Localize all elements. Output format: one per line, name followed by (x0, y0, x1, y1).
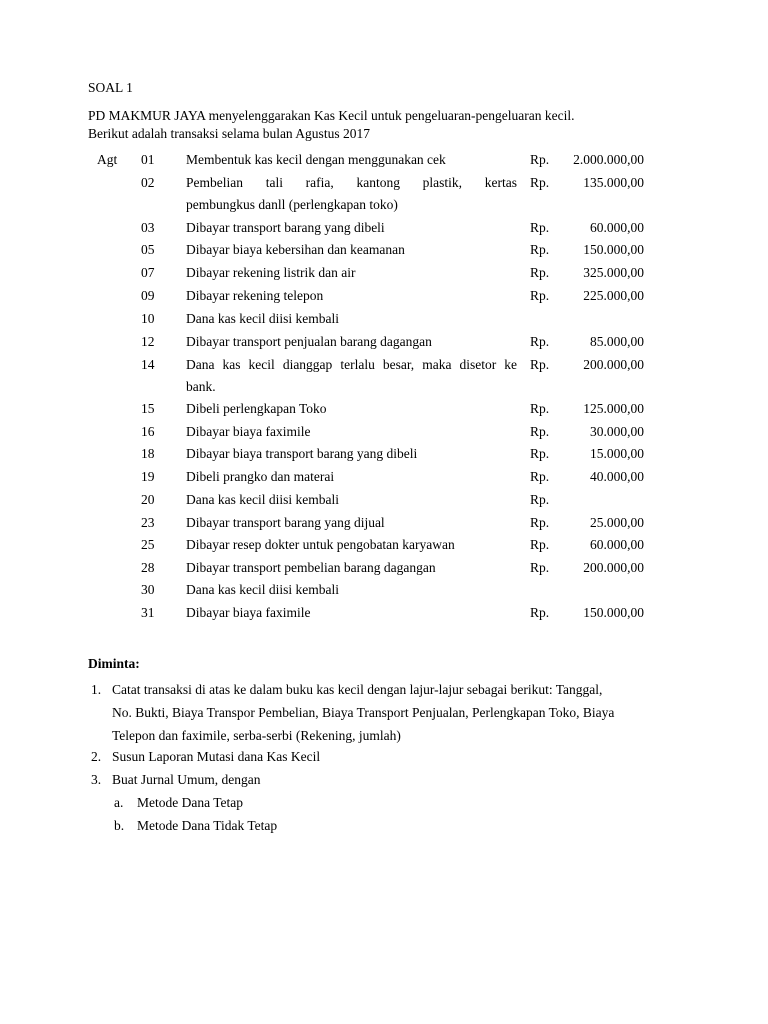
table-row (0, 583, 768, 605)
month-label: Agt (97, 152, 118, 167)
description-cell: Dibeli prangko dan materai (186, 469, 335, 484)
description-cell: Dibayar rekening listrik dan air (186, 265, 356, 280)
amount-cell: 85.000,00 (590, 334, 644, 349)
list-item-number: 1. (91, 682, 102, 697)
day-cell: 02 (141, 175, 155, 190)
table-row (0, 447, 768, 469)
amount-cell: 125.000,00 (583, 401, 644, 416)
amount-cell: 325.000,00 (583, 265, 644, 280)
amount-cell: 25.000,00 (590, 515, 644, 530)
day-cell: 14 (141, 357, 155, 372)
list-item-text: No. Bukti, Biaya Transpor Pembelian, Biaya Transport Penjualan, Perlengkapan Toko, Biaya (112, 705, 615, 720)
intro-paragraph (88, 109, 688, 145)
currency-cell: Rp. (530, 424, 550, 439)
amount-cell: 2.000.000,00 (573, 152, 644, 167)
intro-line: PD MAKMUR JAYA menyelenggarakan Kas Kecil untuk pengeluaran-pengeluaran kecil. (88, 108, 575, 123)
amount-cell: 60.000,00 (590, 220, 644, 235)
amount-cell: 225.000,00 (583, 288, 644, 303)
currency-cell: Rp. (530, 334, 550, 349)
day-cell: 30 (141, 582, 155, 597)
currency-cell: Rp. (530, 152, 550, 167)
list-item-text: Catat transaksi di atas ke dalam buku kas kecil dengan lajur-lajur sebagai berikut: Tanggal, (112, 682, 603, 697)
day-cell: 15 (141, 401, 155, 416)
description-cell: Dana kas kecil dianggap terlalu besar, maka disetor ke (186, 357, 517, 372)
description-cell: Dibayar biaya faximile (186, 605, 311, 620)
table-row (0, 289, 768, 311)
description-cell: Dibayar transport pembelian barang dagangan (186, 560, 436, 575)
sublist-item-letter: a. (114, 795, 124, 810)
description-cell: Dibayar rekening telepon (186, 288, 324, 303)
page-title: SOAL 1 (88, 80, 133, 95)
sublist-item-text: Metode Dana Tetap (137, 795, 244, 810)
day-cell: 03 (141, 220, 155, 235)
sublist-item-text: Metode Dana Tidak Tetap (137, 818, 278, 833)
description-cell: Membentuk kas kecil dengan menggunakan cek (186, 152, 446, 167)
table-row (0, 312, 768, 334)
amount-cell: 30.000,00 (590, 424, 644, 439)
table-row (0, 266, 768, 288)
table-row (0, 357, 768, 394)
currency-cell: Rp. (530, 605, 550, 620)
description-cell: Dibayar biaya transport barang yang dibeli (186, 446, 418, 461)
currency-cell: Rp. (530, 220, 550, 235)
amount-cell: 150.000,00 (583, 242, 644, 257)
table-row (0, 561, 768, 583)
description-cell: Dibayar transport penjualan barang dagangan (186, 334, 432, 349)
list-item-text: Buat Jurnal Umum, dengan (112, 772, 261, 787)
description-cell: Dana kas kecil diisi kembali (186, 311, 339, 326)
list-item-number: 3. (91, 772, 102, 787)
list-item-text: Telepon dan faximile, serba-serbi (Rekening, jumlah) (112, 728, 401, 743)
table-row (0, 153, 768, 175)
amount-cell: 40.000,00 (590, 469, 644, 484)
table-row (0, 175, 768, 212)
table-row (0, 538, 768, 560)
table-row (0, 402, 768, 424)
diminta-heading: Diminta: (88, 656, 140, 671)
day-cell: 16 (141, 424, 155, 439)
currency-cell: Rp. (530, 175, 550, 190)
description-cell: Dibayar resep dokter untuk pengobatan karyawan (186, 537, 455, 552)
day-cell: 23 (141, 515, 155, 530)
day-cell: 12 (141, 334, 155, 349)
day-cell: 01 (141, 152, 155, 167)
day-cell: 07 (141, 265, 155, 280)
description-cell-continued: bank. (186, 379, 216, 394)
day-cell: 05 (141, 242, 155, 257)
day-cell: 10 (141, 311, 155, 326)
day-cell: 20 (141, 492, 155, 507)
table-row (0, 493, 768, 515)
intro-line: Berikut adalah transaksi selama bulan Agustus 2017 (88, 126, 370, 141)
sublist-item-letter: b. (114, 818, 125, 833)
description-cell: Dana kas kecil diisi kembali (186, 492, 339, 507)
table-row (0, 425, 768, 447)
list-item-number: 2. (91, 749, 102, 764)
description-cell: Dana kas kecil diisi kembali (186, 582, 339, 597)
amount-cell: 15.000,00 (590, 446, 644, 461)
table-row (0, 516, 768, 538)
amount-cell: 200.000,00 (583, 560, 644, 575)
table-row (0, 606, 768, 628)
description-cell: Dibayar biaya faximile (186, 424, 311, 439)
amount-cell: 135.000,00 (583, 175, 644, 190)
day-cell: 31 (141, 605, 155, 620)
currency-cell: Rp. (530, 469, 550, 484)
currency-cell: Rp. (530, 560, 550, 575)
amount-cell: 60.000,00 (590, 537, 644, 552)
table-row (0, 221, 768, 243)
description-cell-continued: pembungkus danll (perlengkapan toko) (186, 197, 398, 212)
table-row (0, 335, 768, 357)
table-row (0, 243, 768, 265)
description-cell: Dibayar biaya kebersihan dan keamanan (186, 242, 405, 257)
currency-cell: Rp. (530, 446, 550, 461)
currency-cell: Rp. (530, 537, 550, 552)
day-cell: 28 (141, 560, 155, 575)
currency-cell: Rp. (530, 265, 550, 280)
currency-cell: Rp. (530, 357, 550, 372)
description-cell: Dibeli perlengkapan Toko (186, 401, 327, 416)
currency-cell: Rp. (530, 288, 550, 303)
table-row (0, 470, 768, 492)
description-cell: Dibayar transport barang yang dibeli (186, 220, 385, 235)
currency-cell: Rp. (530, 401, 550, 416)
amount-cell: 150.000,00 (583, 605, 644, 620)
description-cell: Pembelian tali rafia, kantong plastik, kertas (186, 175, 517, 190)
currency-cell: Rp. (530, 515, 550, 530)
list-item-text: Susun Laporan Mutasi dana Kas Kecil (112, 749, 321, 764)
day-cell: 19 (141, 469, 155, 484)
day-cell: 18 (141, 446, 155, 461)
amount-cell: 200.000,00 (583, 357, 644, 372)
description-cell: Dibayar transport barang yang dijual (186, 515, 385, 530)
currency-cell: Rp. (530, 492, 550, 507)
day-cell: 25 (141, 537, 155, 552)
currency-cell: Rp. (530, 242, 550, 257)
day-cell: 09 (141, 288, 155, 303)
